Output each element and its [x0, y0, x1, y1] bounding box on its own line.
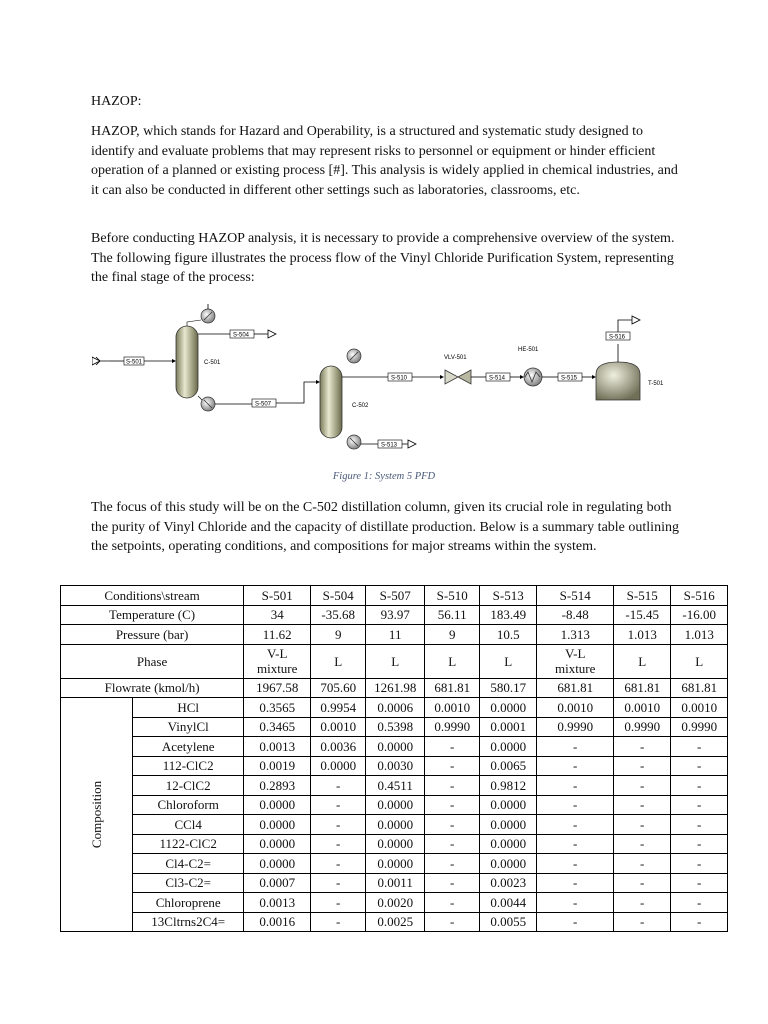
table-cell: 0.9954: [311, 698, 366, 718]
table-cell: -: [425, 873, 480, 893]
table-cell: -: [311, 912, 366, 932]
process-flow-diagram: [92, 304, 672, 464]
table-cell: 11.62: [244, 625, 311, 645]
table-row: [61, 737, 728, 757]
table-cell: 0.0013: [244, 893, 311, 913]
table-cell: -: [311, 893, 366, 913]
table-cell: -: [311, 834, 366, 854]
table-cell: -: [671, 873, 728, 893]
table-cell: CCl4: [133, 815, 244, 835]
table-cell: -: [537, 912, 614, 932]
table-cell: -: [671, 815, 728, 835]
table-cell: 580.17: [480, 678, 537, 698]
table-cell: 0.0011: [366, 873, 425, 893]
table-cell: -: [671, 854, 728, 874]
table-cell: 0.0000: [480, 737, 537, 757]
table-cell: 0.0013: [244, 737, 311, 757]
table-cell: -: [537, 873, 614, 893]
table-cell: -: [425, 795, 480, 815]
table-cell: 0.0000: [244, 854, 311, 874]
label-s514: S-514: [489, 375, 506, 382]
table-cell: Flowrate (kmol/h): [61, 678, 244, 698]
table-cell: S-514: [537, 586, 614, 606]
table-cell: Acetylene: [133, 737, 244, 757]
table-cell: 112-ClC2: [133, 756, 244, 776]
table-cell: 0.0016: [244, 912, 311, 932]
table-cell: -: [425, 893, 480, 913]
table-cell: -: [425, 776, 480, 796]
table-cell: HCl: [133, 698, 244, 718]
table-cell: L: [480, 644, 537, 678]
table-cell: -: [425, 854, 480, 874]
table-cell: -: [671, 756, 728, 776]
stream-summary-table: [60, 585, 728, 932]
table-cell: 1261.98: [366, 678, 425, 698]
table-row: [61, 912, 728, 932]
table-cell: S-516: [671, 586, 728, 606]
table-cell: -: [614, 815, 671, 835]
label-he501: HE-501: [518, 347, 539, 353]
table-cell: 0.0020: [366, 893, 425, 913]
table-cell: -: [425, 815, 480, 835]
table-cell: Temperature (C): [61, 605, 244, 625]
table-row: [61, 605, 728, 625]
table-cell: VinylCl: [133, 717, 244, 737]
paragraph-study-focus: The focus of this study will be on the C-502 distillation column, given its crucial role in regulating both the purity of Vinyl Chloride and the capacity of distillate production. Below is a summary table outlining the setpoints, operating conditions, and compositions for major streams within the system.: [91, 500, 679, 554]
stream-s510: [342, 373, 444, 382]
table-cell: -: [537, 776, 614, 796]
table-cell: Conditions\stream: [61, 586, 244, 606]
table-cell: -: [425, 834, 480, 854]
composition-body: [61, 698, 728, 932]
table-cell: 0.0055: [480, 912, 537, 932]
table-cell: 0.4511: [366, 776, 425, 796]
table-cell: 1967.58: [244, 678, 311, 698]
table-cell: Cl4-C2=: [133, 854, 244, 874]
table-cell: 0.0000: [244, 834, 311, 854]
table-cell: -: [671, 795, 728, 815]
table-cell: 0.0000: [366, 854, 425, 874]
table-cell: -: [537, 756, 614, 776]
table-cell: 13Cltrns2C4=: [133, 912, 244, 932]
label-c502: C-502: [352, 403, 369, 409]
table-cell: L: [311, 644, 366, 678]
section-heading: HAZOP:: [91, 94, 142, 109]
table-cell: 0.0044: [480, 893, 537, 913]
table-cell: -: [671, 776, 728, 796]
table-cell: L: [671, 644, 728, 678]
table-cell: 9: [311, 625, 366, 645]
table-cell: 0.0000: [366, 834, 425, 854]
table-cell: -: [614, 776, 671, 796]
table-row: [61, 698, 728, 718]
table-cell: -: [614, 737, 671, 757]
table-cell: 0.0007: [244, 873, 311, 893]
table-cell: 0.0025: [366, 912, 425, 932]
composition-group-label: [61, 698, 133, 932]
tank-t501: [596, 316, 664, 400]
table-cell: -: [311, 776, 366, 796]
table-cell: -: [537, 834, 614, 854]
table-cell: 0.9812: [480, 776, 537, 796]
table-cell: 0.0000: [244, 795, 311, 815]
table-cell: 0.0010: [311, 717, 366, 737]
column-c502: [320, 349, 369, 449]
label-vlv501: VLV-501: [444, 355, 467, 361]
table-cell: 681.81: [671, 678, 728, 698]
table-cell: -: [614, 795, 671, 815]
table-cell: 0.0000: [366, 795, 425, 815]
table-cell: 0.0000: [311, 756, 366, 776]
table-cell: -: [614, 854, 671, 874]
table-cell: S-513: [480, 586, 537, 606]
table-row: [61, 717, 728, 737]
table-cell: 0.9990: [671, 717, 728, 737]
table-cell: 0.0000: [244, 815, 311, 835]
label-c501: C-501: [204, 360, 221, 366]
table-cell: -: [425, 756, 480, 776]
table-cell: -16.00: [671, 605, 728, 625]
table-cell: Phase: [61, 644, 244, 678]
table-cell: 183.49: [480, 605, 537, 625]
figure-caption: Figure 1: System 5 PFD: [332, 471, 436, 482]
table-cell: 0.0065: [480, 756, 537, 776]
table-cell: 0.0010: [671, 698, 728, 718]
table-row: [61, 625, 728, 645]
table-cell: 0.3465: [244, 717, 311, 737]
table-cell: 0.0000: [480, 795, 537, 815]
table-cell: 1.313: [537, 625, 614, 645]
label-s501: S-501: [126, 359, 143, 366]
table-cell: 34: [244, 605, 311, 625]
table-cell: 0.0000: [366, 815, 425, 835]
table-cell: 681.81: [537, 678, 614, 698]
paragraph-hazop-definition: HAZOP, which stands for Hazard and Operability, is a structured and systematic study designed to identify and evaluate problems that may represent risks to personnel or equipment or hinder efficient operation of a planned or existing process [#]. This analysis is widely applied in chemical industries, and it can also be conducted in different other settings such as laboratories, classrooms, etc.: [91, 124, 678, 198]
stream-s501: [92, 357, 176, 366]
valve-vlv501: [444, 355, 524, 384]
table-cell: 0.0000: [480, 834, 537, 854]
table-cell: 0.9990: [537, 717, 614, 737]
table-row: [61, 678, 728, 698]
table-cell: 0.0010: [614, 698, 671, 718]
table-cell: 0.0019: [244, 756, 311, 776]
paragraph-system-overview: Before conducting HAZOP analysis, it is necessary to provide a comprehensive overview of the system. The following figure illustrates the process flow of the Vinyl Chloride Purification System, representing the final stage of the process:: [91, 231, 675, 285]
table-cell: 0.0006: [366, 698, 425, 718]
label-s515: S-515: [561, 375, 578, 382]
table-cell: 0.9990: [614, 717, 671, 737]
table-cell: 0.0030: [366, 756, 425, 776]
table-cell: -: [537, 795, 614, 815]
column-c501: [176, 309, 221, 411]
table-cell: 1.013: [614, 625, 671, 645]
stream-s507: [215, 380, 320, 408]
table-row: [61, 776, 728, 796]
table-cell: 0.0023: [480, 873, 537, 893]
table-cell: 1122-ClC2: [133, 834, 244, 854]
table-cell: L: [425, 644, 480, 678]
table-cell: -: [614, 756, 671, 776]
table-cell: 10.5: [480, 625, 537, 645]
table-cell: S-515: [614, 586, 671, 606]
table-cell: -: [425, 912, 480, 932]
table-cell: 0.0010: [425, 698, 480, 718]
table-cell: 0.0000: [480, 698, 537, 718]
table-cell: -: [537, 737, 614, 757]
table-cell: 9: [425, 625, 480, 645]
label-s516: S-516: [609, 334, 626, 341]
table-cell: S-501: [244, 586, 311, 606]
table-cell: -: [311, 795, 366, 815]
table-cell: 0.5398: [366, 717, 425, 737]
table-cell: V-L mixture: [537, 644, 614, 678]
table-cell: -: [311, 854, 366, 874]
table-cell: 681.81: [425, 678, 480, 698]
label-s504: S-504: [233, 332, 250, 339]
table-header-row: [61, 586, 728, 606]
table-cell: -: [614, 834, 671, 854]
table-cell: 681.81: [614, 678, 671, 698]
table-cell: S-507: [366, 586, 425, 606]
table-cell: -: [311, 815, 366, 835]
heat-exchanger-he501: [518, 347, 596, 386]
table-cell: 0.0000: [366, 737, 425, 757]
table-cell: V-L mixture: [244, 644, 311, 678]
table-cell: 0.0036: [311, 737, 366, 757]
table-cell: Pressure (bar): [61, 625, 244, 645]
table-row: [61, 644, 728, 678]
table-cell: 0.3565: [244, 698, 311, 718]
table-row: [61, 854, 728, 874]
table-cell: S-510: [425, 586, 480, 606]
table-cell: Chloroform: [133, 795, 244, 815]
table-cell: Cl3-C2=: [133, 873, 244, 893]
table-cell: 0.0000: [480, 815, 537, 835]
table-cell: -15.45: [614, 605, 671, 625]
table-row: [61, 815, 728, 835]
table-row: [61, 756, 728, 776]
table-cell: -: [614, 873, 671, 893]
table-cell: -: [614, 893, 671, 913]
table-cell: -: [311, 873, 366, 893]
table-row: [61, 893, 728, 913]
table-cell: -: [614, 912, 671, 932]
table-cell: 12-ClC2: [133, 776, 244, 796]
table-cell: -: [537, 893, 614, 913]
table-cell: -35.68: [311, 605, 366, 625]
table-cell: 0.0010: [537, 698, 614, 718]
table-cell: 705.60: [311, 678, 366, 698]
table-cell: -: [671, 737, 728, 757]
table-cell: 0.2893: [244, 776, 311, 796]
label-s513: S-513: [381, 442, 398, 449]
label-s510: S-510: [391, 375, 408, 382]
table-cell: -: [671, 893, 728, 913]
table-cell: L: [614, 644, 671, 678]
table-cell: L: [366, 644, 425, 678]
table-cell: 0.9990: [425, 717, 480, 737]
table-cell: Chloroprene: [133, 893, 244, 913]
table-row: [61, 834, 728, 854]
table-cell: -: [671, 912, 728, 932]
label-t501: T-501: [648, 381, 664, 387]
composition-label: Composition: [89, 780, 105, 849]
table-cell: 11: [366, 625, 425, 645]
table-cell: 56.11: [425, 605, 480, 625]
label-s507: S-507: [255, 401, 272, 408]
table-cell: -: [425, 737, 480, 757]
table-cell: 1.013: [671, 625, 728, 645]
table-cell: S-504: [311, 586, 366, 606]
table-cell: 0.0001: [480, 717, 537, 737]
table-cell: 0.0000: [480, 854, 537, 874]
table-cell: -: [671, 834, 728, 854]
table-cell: 93.97: [366, 605, 425, 625]
table-row: [61, 873, 728, 893]
table-row: [61, 795, 728, 815]
table-cell: -: [537, 815, 614, 835]
table-cell: -8.48: [537, 605, 614, 625]
stream-s513: [361, 440, 416, 449]
table-cell: -: [537, 854, 614, 874]
